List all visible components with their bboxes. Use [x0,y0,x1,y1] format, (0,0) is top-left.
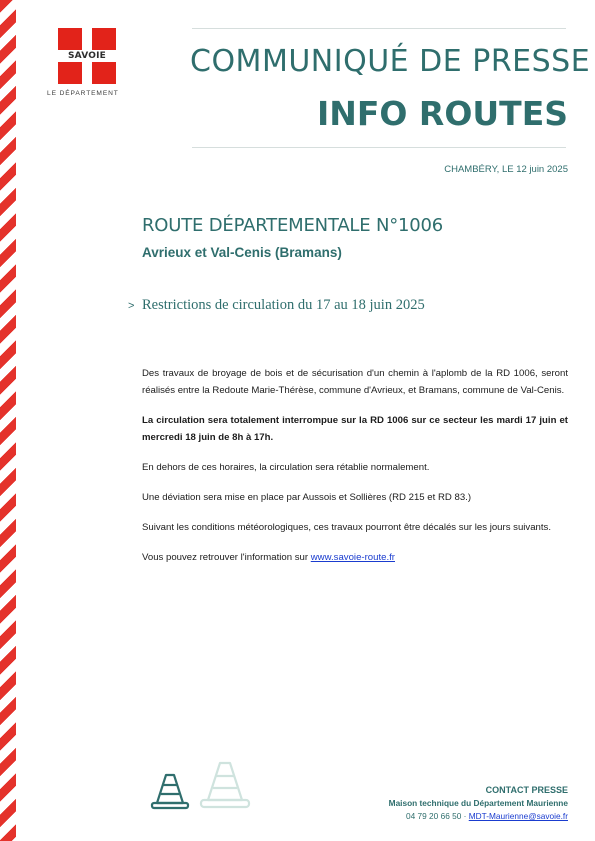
header-rule-top [192,28,566,29]
contact-line [340,810,568,823]
header-subtitle: INFO ROUTES [316,94,568,133]
hazard-stripes [0,0,16,841]
paragraph-info [142,549,568,566]
contact-phone: 04 79 20 66 50 [405,811,462,821]
traffic-cone-outline-icon [198,760,252,812]
paragraph-works: Des travaux de broyage de bois et de sécurisation d'un chemin à l'aplomb de la RD 1006, seront réalisés entre la Redoute Marie-Thérèse, commune d'Avrieux, et Bramans, commune de Val-Cenis. [142,368,568,396]
paragraph-weather: Suivant les conditions météorologiques, ces travaux pourront être décalés sur les jours suivants. [142,522,552,533]
press-body [142,365,568,579]
contact-heading: CONTACT PRESSE [485,785,568,795]
paragraph-closure: La circulation sera totalement interrompue sur la RD 1006 sur ce secteur les mardi 17 juin et mercredi 18 juin de 8h à 17h. [142,415,568,443]
savoie-logo [58,28,116,84]
contact-separator: · [461,811,469,821]
info-prefix: Vous pouvez retrouver l'information sur [142,552,311,563]
restrictions-heading: Restrictions de circulation du 17 au 18 juin 2025 [142,297,425,313]
header-title: COMMUNIQUÉ DE PRESSE [190,44,591,79]
contact-organisation: Maison technique du Département Maurienne [388,798,568,808]
dateline: CHAMBÉRY, LE 12 juin 2025 [444,164,568,175]
website-link[interactable]: www.savoie-route.fr [310,552,395,563]
contact-email-link[interactable]: MDT-Maurienne@savoie.fr [468,811,568,821]
logo-subtitle: LE DÉPARTEMENT [47,90,119,97]
route-title: ROUTE DÉPARTEMENTALE N°1006 [142,215,444,236]
route-place: Avrieux et Val-Cenis (Bramans) [142,245,342,260]
chevron-right-icon: > [128,300,135,312]
paragraph-detour: Une déviation sera mise en place par Aussois et Sollières (RD 215 et RD 83.) [142,492,472,503]
logo-word: SAVOIE [68,51,106,61]
traffic-cone-icon [150,772,190,812]
paragraph-hours: En dehors de ces horaires, la circulation sera rétablie normalement. [142,462,430,473]
press-contact [340,784,568,823]
header-rule-bottom [192,147,566,148]
